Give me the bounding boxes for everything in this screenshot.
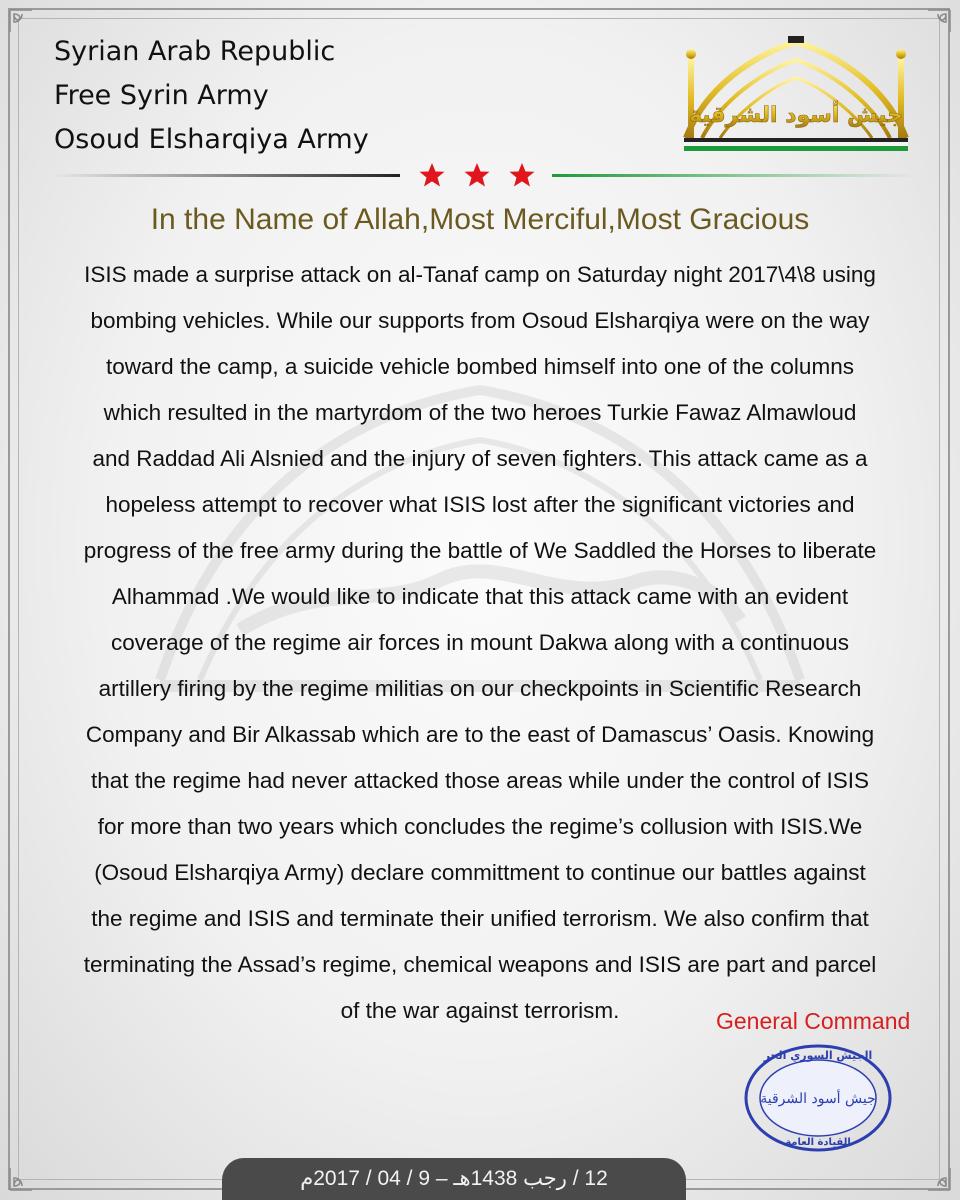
body-line: which resulted in the martyrdom of the two heroes Turkie Fawaz Almawloud [103,400,857,425]
signature-general-command: General Command [716,1008,911,1034]
body-line: and Raddad Ali Alsnied and the injury of seven fighters. This attack came as a [92,446,868,471]
body-line: that the regime had never attacked those areas while under the control of ISIS [91,768,869,793]
document-title: In the Name of Allah,Most Merciful,Most Gracious [150,203,810,236]
brigade-logo [680,36,912,154]
floral-corner-icon [8,1166,34,1192]
body-line: of the war against terrorism. [340,998,620,1023]
logo-text: جيش أسود الشرقية [688,103,904,128]
header-army: Free Syrin Army [54,80,269,111]
body-line: Alhammad .We would like to indicate that this attack came with an evident [111,584,849,609]
star-icon [465,163,490,187]
body-line: terminating the Assad’s regime, chemical weapons and ISIS are part and parcel [83,952,877,977]
body-line: the regime and ISIS and terminate their unified terrorism. We also confirm that [91,906,869,931]
header-rule-left [52,174,400,177]
body-line: (Osoud Elsharqiya Army) declare committment to continue our battles against [94,860,866,885]
document-date: 12 / رجب 1438هـ – 9 / 04 / 2017م [300,1167,608,1190]
header-brigade: Osoud Elsharqiya Army [54,124,369,155]
body-line: ISIS made a surprise attack on al-Tanaf camp on Saturday night 2017\4\8 using [84,262,876,287]
floral-corner-icon [926,8,952,34]
header-country: Syrian Arab Republic [54,36,336,67]
body-line: progress of the free army during the battle of We Saddled the Horses to liberate [83,538,877,563]
statement-body [22,252,938,1034]
body-line: hopeless attempt to recover what ISIS lost after the significant victories and [105,492,855,517]
body-line: for more than two years which concludes the regime’s collusion with ISIS.We [97,814,863,839]
floral-corner-icon [8,8,34,34]
header-rule-right [552,174,918,177]
star-icon [420,163,445,187]
three-stars [412,158,542,192]
body-line: bombing vehicles. While our supports from Osoud Elsharqiya were on the way [90,308,870,333]
seal-top-text: الجيش السوري الحر [763,1049,873,1062]
star-icon [510,163,535,187]
body-line: coverage of the regime air forces in mount Dakwa along with a continuous [111,630,849,655]
floral-corner-icon [926,1166,952,1192]
official-seal [742,1042,894,1154]
body-line: toward the camp, a suicide vehicle bombed himself into one of the columns [106,354,854,379]
body-line: artillery firing by the regime militias on our checkpoints in Scientific Research [98,676,862,701]
body-line: Company and Bir Alkassab which are to the east of Damascus’ Oasis. Knowing [85,722,875,747]
seal-bottom-text: القيادة العامة [785,1137,851,1148]
seal-center-text: جيش أسود الشرقية [760,1091,876,1107]
header-block [54,30,369,162]
